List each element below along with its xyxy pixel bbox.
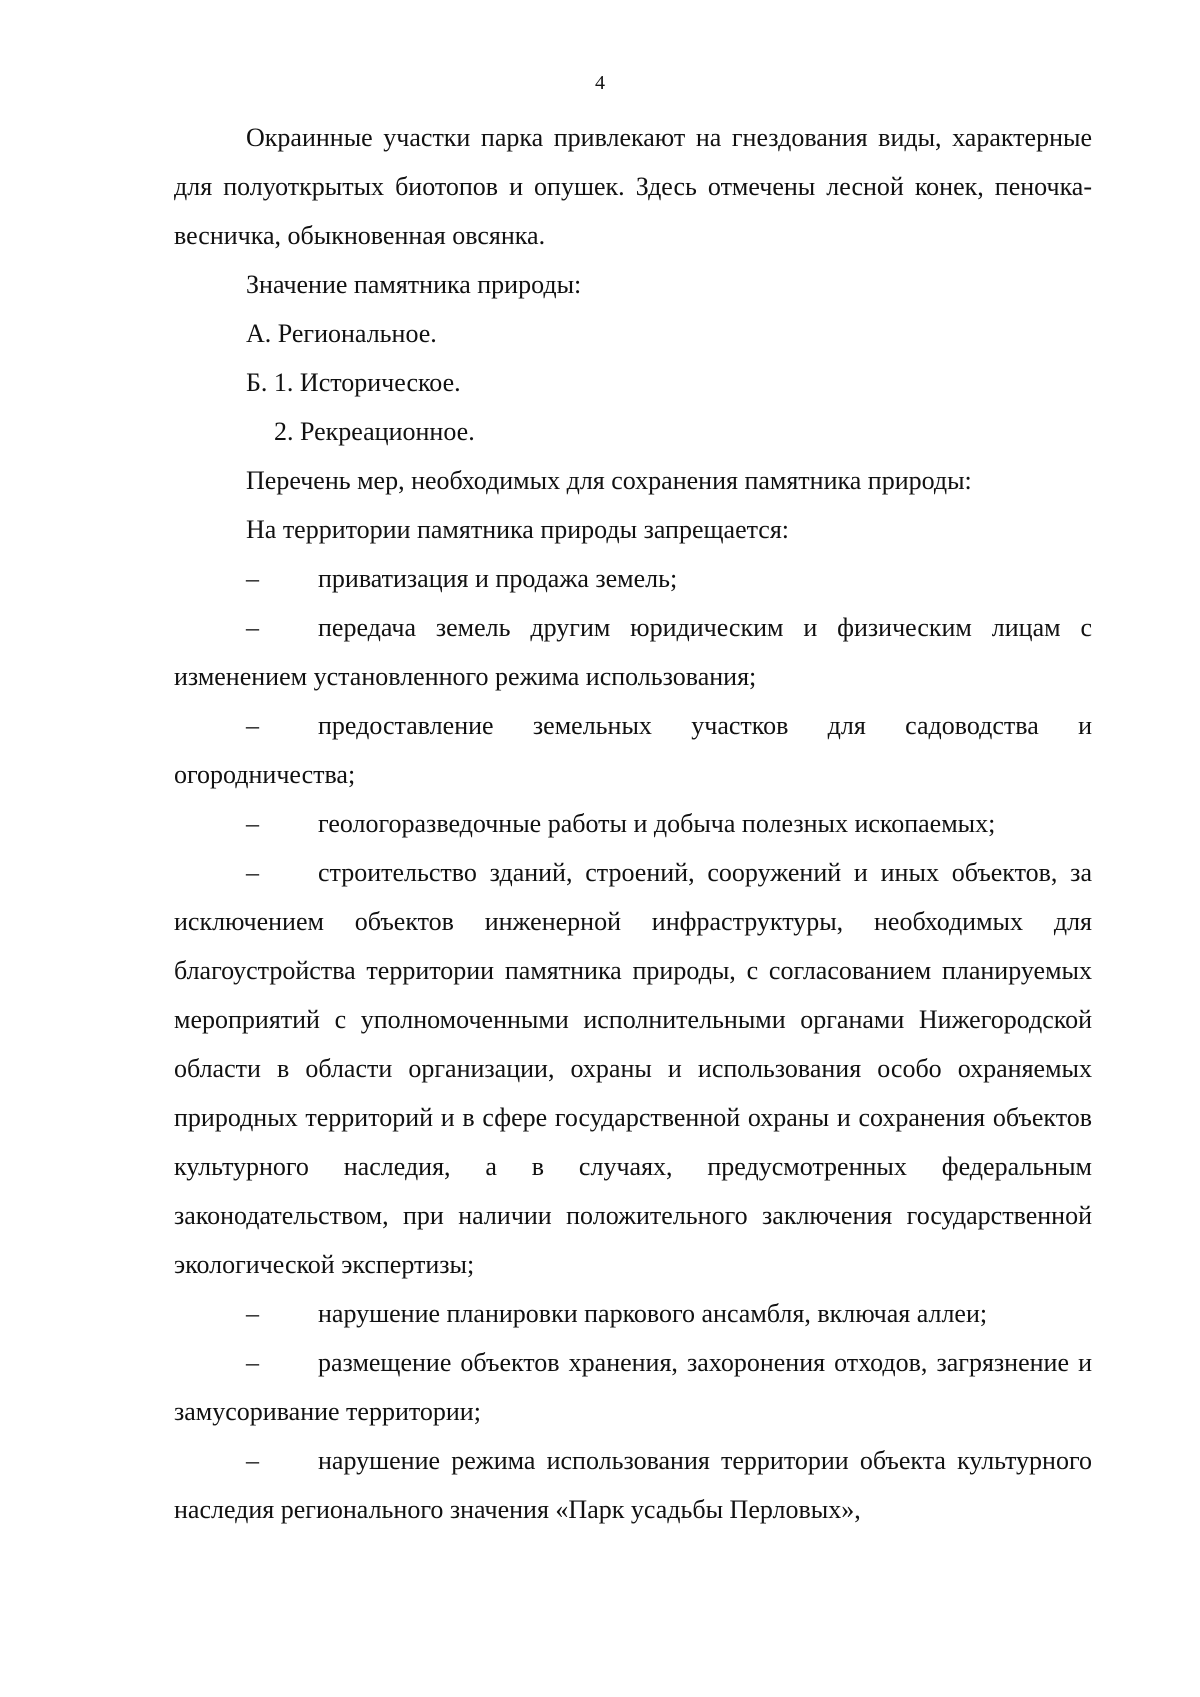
list-item bbox=[174, 1338, 1092, 1436]
dash-marker: – bbox=[246, 613, 259, 642]
list-item bbox=[174, 1436, 1092, 1534]
list-item bbox=[174, 701, 1092, 799]
dash-marker: – bbox=[246, 711, 259, 740]
list-item bbox=[174, 1289, 1092, 1338]
paragraph-prohibited-heading: На территории памятника природы запрещается: bbox=[246, 515, 790, 544]
document-body bbox=[174, 113, 1092, 1534]
paragraph-significance-regional: А. Региональное. bbox=[246, 319, 437, 348]
list-item bbox=[174, 554, 1092, 603]
paragraph-significance-heading: Значение памятника природы: bbox=[246, 270, 582, 299]
list-item-text: приватизация и продажа земель; bbox=[318, 564, 678, 593]
list-item-text: нарушение планировки паркового ансамбля, включая аллеи; bbox=[318, 1299, 988, 1328]
dash-marker: – bbox=[246, 1299, 259, 1328]
list-item-text: нарушение режима использования территории объекта культурного наследия регионального значения «Парк усадьбы Перловых», bbox=[174, 1446, 1092, 1524]
list-item-text: строительство зданий, строений, сооружений и иных объектов, за исключением объектов инженерной инфраструктуры, необходимых для благоустройства территории памятника природы, с согласованием планируемых мероприятий с уполномоченными исполнительными органами Нижегородской области в области организации, охраны и использования особо охраняемых природных территорий и в сфере государственной охраны и сохранения объектов культурного наследия, а в случаях, предусмотренных федеральным законодательством, при наличии положительного заключения государственной экологической экспертизы; bbox=[174, 858, 1092, 1279]
dash-marker: – bbox=[246, 1446, 259, 1475]
list-item bbox=[174, 848, 1092, 1289]
list-item bbox=[174, 603, 1092, 701]
paragraph-measures-heading: Перечень мер, необходимых для сохранения памятника природы: bbox=[246, 466, 972, 495]
list-item-text: геологоразведочные работы и добыча полезных ископаемых; bbox=[318, 809, 996, 838]
dash-marker: – bbox=[246, 1348, 259, 1377]
dash-marker: – bbox=[246, 809, 259, 838]
paragraph-park-edges: Окраинные участки парка привлекают на гнездования виды, характерные для полуоткрытых биотопов и опушек. Здесь отмечены лесной конек, пеночка-весничка, обыкновенная овсянка. bbox=[174, 123, 1092, 250]
list-item bbox=[174, 799, 1092, 848]
page-number: 4 bbox=[595, 72, 605, 94]
list-item-text: размещение объектов хранения, захоронения отходов, загрязнение и замусоривание территории; bbox=[174, 1348, 1092, 1426]
paragraph-significance-recreational: 2. Рекреационное. bbox=[274, 417, 475, 446]
list-item-text: предоставление земельных участков для садоводства и огородничества; bbox=[174, 711, 1092, 789]
paragraph-significance-historical: Б. 1. Историческое. bbox=[246, 368, 461, 397]
dash-marker: – bbox=[246, 564, 259, 593]
dash-marker: – bbox=[246, 858, 259, 887]
list-item-text: передача земель другим юридическим и физическим лицам с изменением установленного режима использования; bbox=[174, 613, 1092, 691]
